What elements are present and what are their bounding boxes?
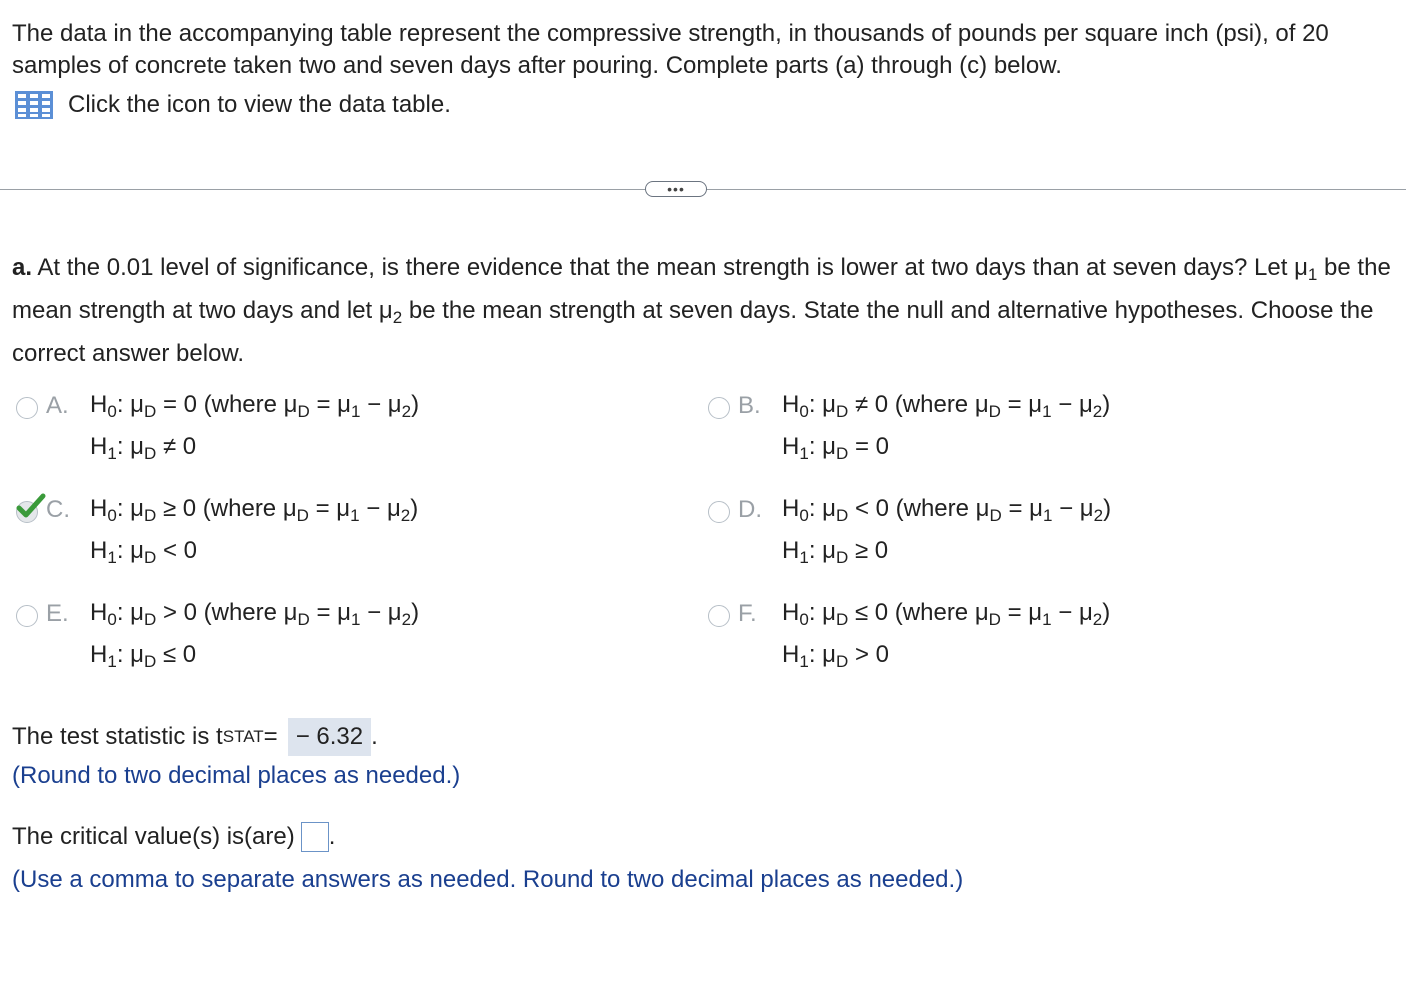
expand-button[interactable]: •••	[645, 181, 707, 197]
test-statistic-row: The test statistic is t STAT = − 6.32 .	[12, 718, 378, 756]
option-d-letter[interactable]: D.	[738, 496, 762, 523]
option-d-radio[interactable]	[708, 501, 730, 523]
option-c-radio[interactable]	[16, 501, 38, 523]
critical-value-input[interactable]	[301, 822, 329, 852]
option-d-body[interactable]	[782, 488, 1111, 572]
option-f-radio[interactable]	[708, 605, 730, 627]
option-d-h1: $H_1$: $\mu_D \ge 0$	[782, 537, 889, 567]
option-b-letter[interactable]: B.	[738, 392, 761, 419]
option-e-letter[interactable]: E.	[46, 600, 69, 627]
option-e-h0: $H_0$: $\mu_D > 0$ (where $\mu_D = \mu_1 - \mu_2$)	[90, 599, 420, 629]
option-f-letter[interactable]: F.	[738, 600, 757, 627]
critical-value-label: The critical value(s) is(are)	[12, 823, 295, 850]
question-text-3: be the mean strength at seven days. State the null and alternative hypotheses. Choose the correct answer below.	[12, 297, 1374, 367]
critical-value-period: .	[328, 823, 336, 850]
option-c-h1: $H_1$: $\mu_D < 0$	[90, 537, 197, 567]
question-text	[12, 246, 1392, 375]
option-a-h0: $H_0$: $\mu_D = 0$ (where $\mu_D = \mu_1 - \mu_2$)	[90, 391, 420, 421]
option-e-body[interactable]	[90, 592, 419, 676]
mu2-subscript: 2	[392, 308, 403, 327]
option-a-radio[interactable]	[16, 397, 38, 419]
option-f[interactable]	[708, 600, 1110, 676]
view-data-table-label[interactable]: Click the icon to view the data table.	[68, 91, 451, 118]
option-a-letter[interactable]: A.	[46, 392, 69, 419]
option-b-h1: $H_1$: $\mu_D = 0$	[782, 433, 889, 463]
question-text-1: At the 0.01 level of significance, is there evidence that the mean strength is lower at two days than at seven days? Let μ	[37, 254, 1308, 281]
option-c-h0: $H_0$: $\mu_D \ge 0$ (where $\mu_D = \mu_1 - \mu_2$)	[90, 495, 419, 525]
option-c-body[interactable]	[90, 488, 418, 572]
test-statistic-equals: =	[263, 723, 278, 750]
option-d-h0: $H_0$: $\mu_D < 0$ (where $\mu_D = \mu_1 - \mu_2$)	[782, 495, 1112, 525]
option-a-body[interactable]	[90, 384, 419, 468]
option-f-h1: $H_1$: $\mu_D > 0$	[782, 641, 889, 671]
table-grid-icon[interactable]	[14, 90, 54, 120]
question-text-2: be the mean strength at two days and let μ	[12, 254, 1391, 324]
option-a-h1: $H_1$: $\mu_D \ne 0$	[90, 433, 197, 463]
view-data-table-link[interactable]	[14, 90, 451, 120]
option-a[interactable]	[16, 392, 419, 468]
round-hint: (Round to two decimal places as needed.)	[12, 762, 461, 789]
option-f-body[interactable]	[782, 592, 1110, 676]
option-e-h1: $H_1$: $\mu_D \le 0$	[90, 641, 197, 671]
option-e-radio[interactable]	[16, 605, 38, 627]
critical-hint: (Use a comma to separate answers as needed. Round to two decimal places as needed.)	[12, 866, 964, 893]
option-c-letter[interactable]: C.	[46, 496, 70, 523]
option-e[interactable]	[16, 600, 419, 676]
option-d[interactable]	[708, 496, 1111, 572]
option-c[interactable]	[16, 496, 418, 572]
option-b-radio[interactable]	[708, 397, 730, 419]
test-statistic-answer[interactable]: − 6.32	[288, 718, 371, 756]
option-b-h0: $H_0$: $\mu_D \ne 0$ (where $\mu_D = \mu_1 - \mu_2$)	[782, 391, 1111, 421]
test-statistic-period: .	[371, 723, 378, 750]
mu1-subscript: 1	[1307, 265, 1318, 284]
option-b[interactable]	[708, 392, 1110, 468]
problem-intro: The data in the accompanying table represent the compressive strength, in thousands of pounds per square inch (psi), of 20 samples of concrete taken two and seven days after pouring. Complete parts (a) through (c) below.	[12, 20, 1329, 79]
option-f-h0: $H_0$: $\mu_D \le 0$ (where $\mu_D = \mu_1 - \mu_2$)	[782, 599, 1111, 629]
part-label: a.	[12, 254, 33, 281]
critical-value-row	[12, 822, 335, 852]
checkmark-icon	[13, 492, 47, 522]
test-statistic-label: The test statistic is t	[12, 723, 223, 750]
option-b-body[interactable]	[782, 384, 1110, 468]
